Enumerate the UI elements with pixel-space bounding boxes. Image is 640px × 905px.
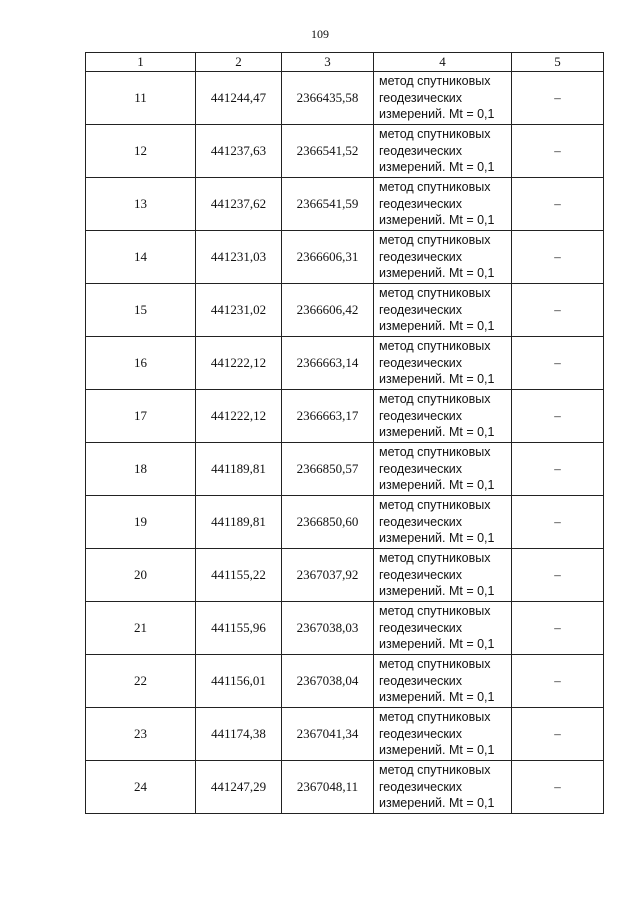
y-coordinate-cell: 2366606,31 [282, 231, 374, 284]
method-text-line: геодезических [379, 408, 463, 423]
column-header: 3 [282, 53, 374, 72]
note-cell: – [512, 655, 604, 708]
method-cell [374, 231, 512, 284]
y-coordinate-cell: 2366606,42 [282, 284, 374, 337]
table-row [86, 761, 604, 814]
x-coordinate-cell: 441237,63 [196, 125, 282, 178]
method-cell [374, 390, 512, 443]
table-row [86, 337, 604, 390]
note-cell: – [512, 390, 604, 443]
method-text-line: геодезических [379, 514, 463, 529]
method-text-line: геодезических [379, 726, 463, 741]
note-cell: – [512, 443, 604, 496]
method-text-line: измерений. Mt = 0,1 [379, 690, 495, 705]
y-coordinate-cell: 2367038,04 [282, 655, 374, 708]
note-cell: – [512, 337, 604, 390]
table-row [86, 284, 604, 337]
method-text-line: измерений. Mt = 0,1 [379, 319, 495, 334]
x-coordinate-cell: 441222,12 [196, 337, 282, 390]
y-coordinate-cell: 2366663,14 [282, 337, 374, 390]
x-coordinate-cell: 441231,02 [196, 284, 282, 337]
point-number-cell: 17 [86, 390, 196, 443]
method-cell [374, 125, 512, 178]
method-text-line: геодезических [379, 196, 463, 211]
method-text-line: геодезических [379, 461, 463, 476]
method-text-line: метод спутниковых [379, 551, 491, 566]
point-number-cell: 12 [86, 125, 196, 178]
point-number-cell: 23 [86, 708, 196, 761]
x-coordinate-cell: 441222,12 [196, 390, 282, 443]
y-coordinate-cell: 2366435,58 [282, 72, 374, 125]
method-cell [374, 549, 512, 602]
method-text-line: измерений. Mt = 0,1 [379, 160, 495, 175]
point-number-cell: 24 [86, 761, 196, 814]
point-number-cell: 13 [86, 178, 196, 231]
method-text-line: метод спутниковых [379, 498, 491, 513]
method-text-line: геодезических [379, 90, 463, 105]
table-row [86, 602, 604, 655]
note-cell: – [512, 125, 604, 178]
note-cell: – [512, 231, 604, 284]
x-coordinate-cell: 441156,01 [196, 655, 282, 708]
x-coordinate-cell: 441189,81 [196, 443, 282, 496]
method-cell [374, 602, 512, 655]
x-coordinate-cell: 441155,96 [196, 602, 282, 655]
table-row [86, 390, 604, 443]
table-header-row [86, 53, 604, 72]
method-text-line: геодезических [379, 249, 463, 264]
method-text-line: геодезических [379, 143, 463, 158]
table-row [86, 178, 604, 231]
method-text-line: измерений. Mt = 0,1 [379, 425, 495, 440]
y-coordinate-cell: 2367048,11 [282, 761, 374, 814]
method-text-line: метод спутниковых [379, 127, 491, 142]
note-cell: – [512, 496, 604, 549]
method-cell [374, 178, 512, 231]
method-text-line: метод спутниковых [379, 604, 491, 619]
method-text-line: метод спутниковых [379, 657, 491, 672]
table-row [86, 655, 604, 708]
point-number-cell: 22 [86, 655, 196, 708]
method-text-line: геодезических [379, 355, 463, 370]
method-text-line: геодезических [379, 567, 463, 582]
column-header: 4 [374, 53, 512, 72]
x-coordinate-cell: 441189,81 [196, 496, 282, 549]
page-number: 109 [311, 27, 329, 41]
method-text-line: метод спутниковых [379, 74, 491, 89]
y-coordinate-cell: 2366541,59 [282, 178, 374, 231]
method-text-line: геодезических [379, 779, 463, 794]
point-number-cell: 19 [86, 496, 196, 549]
method-cell [374, 496, 512, 549]
x-coordinate-cell: 441231,03 [196, 231, 282, 284]
table-row [86, 72, 604, 125]
point-number-cell: 21 [86, 602, 196, 655]
method-text-line: измерений. Mt = 0,1 [379, 372, 495, 387]
table-row [86, 443, 604, 496]
note-cell: – [512, 549, 604, 602]
method-text-line: измерений. Mt = 0,1 [379, 796, 495, 811]
x-coordinate-cell: 441155,22 [196, 549, 282, 602]
y-coordinate-cell: 2366850,60 [282, 496, 374, 549]
method-text-line: измерений. Mt = 0,1 [379, 478, 495, 493]
method-cell [374, 708, 512, 761]
table-row [86, 549, 604, 602]
point-number-cell: 11 [86, 72, 196, 125]
table-row [86, 231, 604, 284]
note-cell: – [512, 178, 604, 231]
point-number-cell: 16 [86, 337, 196, 390]
point-number-cell: 14 [86, 231, 196, 284]
method-text-line: метод спутниковых [379, 763, 491, 778]
note-cell: – [512, 602, 604, 655]
x-coordinate-cell: 441244,47 [196, 72, 282, 125]
method-text-line: метод спутниковых [379, 445, 491, 460]
y-coordinate-cell: 2367041,34 [282, 708, 374, 761]
method-text-line: измерений. Mt = 0,1 [379, 107, 495, 122]
method-text-line: геодезических [379, 673, 463, 688]
column-header: 1 [86, 53, 196, 72]
point-number-cell: 15 [86, 284, 196, 337]
x-coordinate-cell: 441247,29 [196, 761, 282, 814]
table-row [86, 125, 604, 178]
point-number-cell: 20 [86, 549, 196, 602]
method-text-line: измерений. Mt = 0,1 [379, 213, 495, 228]
y-coordinate-cell: 2366850,57 [282, 443, 374, 496]
table-row [86, 496, 604, 549]
column-header: 2 [196, 53, 282, 72]
method-text-line: измерений. Mt = 0,1 [379, 266, 495, 281]
table-row [86, 708, 604, 761]
note-cell: – [512, 72, 604, 125]
method-text-line: измерений. Mt = 0,1 [379, 584, 495, 599]
method-text-line: геодезических [379, 302, 463, 317]
method-text-line: метод спутниковых [379, 180, 491, 195]
method-text-line: геодезических [379, 620, 463, 635]
method-text-line: метод спутниковых [379, 286, 491, 301]
y-coordinate-cell: 2366541,52 [282, 125, 374, 178]
note-cell: – [512, 284, 604, 337]
method-text-line: измерений. Mt = 0,1 [379, 531, 495, 546]
method-text-line: измерений. Mt = 0,1 [379, 743, 495, 758]
y-coordinate-cell: 2367037,92 [282, 549, 374, 602]
note-cell: – [512, 708, 604, 761]
column-header: 5 [512, 53, 604, 72]
y-coordinate-cell: 2367038,03 [282, 602, 374, 655]
point-number-cell: 18 [86, 443, 196, 496]
method-text-line: метод спутниковых [379, 392, 491, 407]
method-cell [374, 284, 512, 337]
method-text-line: измерений. Mt = 0,1 [379, 637, 495, 652]
method-cell [374, 72, 512, 125]
x-coordinate-cell: 441237,62 [196, 178, 282, 231]
method-cell [374, 655, 512, 708]
y-coordinate-cell: 2366663,17 [282, 390, 374, 443]
x-coordinate-cell: 441174,38 [196, 708, 282, 761]
method-cell [374, 443, 512, 496]
method-text-line: метод спутниковых [379, 710, 491, 725]
note-cell: – [512, 761, 604, 814]
method-text-line: метод спутниковых [379, 233, 491, 248]
method-text-line: метод спутниковых [379, 339, 491, 354]
method-cell [374, 761, 512, 814]
method-cell [374, 337, 512, 390]
coordinates-table [85, 52, 604, 814]
